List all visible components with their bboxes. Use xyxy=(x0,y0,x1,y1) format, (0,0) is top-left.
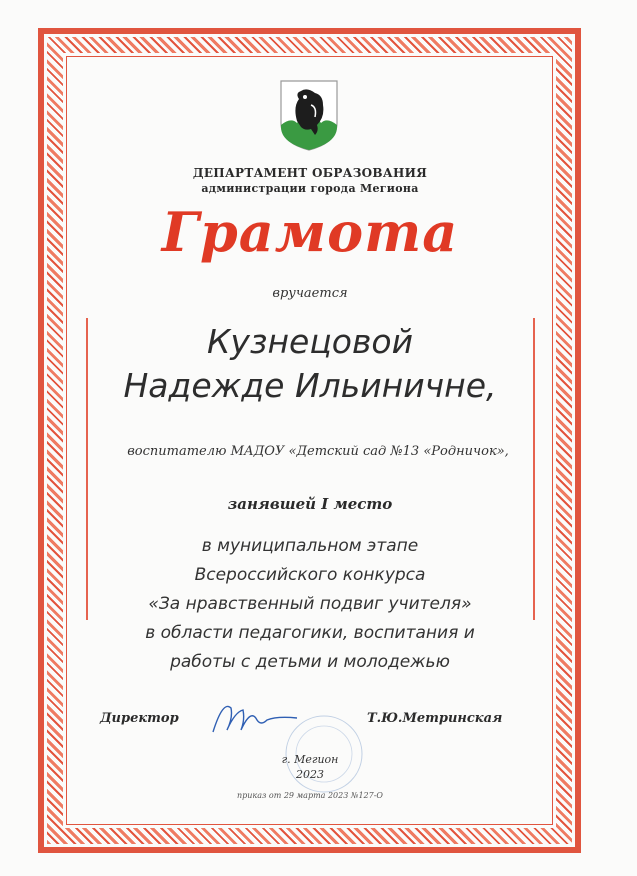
order-reference: приказ от 29 марта 2023 №127-О xyxy=(237,791,383,800)
signatory-name: Т.Ю.Метринская xyxy=(367,711,503,726)
department-heading xyxy=(100,165,520,197)
recipient-surname: Кузнецовой xyxy=(206,322,414,361)
reason-line: в области педагогики, воспитания и xyxy=(145,623,475,643)
signature-icon xyxy=(205,690,325,740)
left-decorative-line xyxy=(86,318,88,620)
reason-line: работы с детьми и молодежью xyxy=(170,652,450,672)
reason-line: в муниципальном этапе xyxy=(201,536,419,556)
reason-line: Всероссийского конкурса xyxy=(194,565,426,585)
recipient-name xyxy=(90,320,530,408)
signatory-role: Директор xyxy=(100,711,179,726)
city-name: г. Мегион xyxy=(281,753,339,766)
award-reason xyxy=(100,532,520,677)
place-and-year xyxy=(250,752,370,782)
department-name: ДЕПАРТАМЕНТ ОБРАЗОВАНИЯ xyxy=(192,166,428,180)
awarded-label: вручается xyxy=(272,286,348,301)
reason-line: «За нравственный подвиг учителя» xyxy=(148,594,472,614)
department-administration: администрации города Мегиона xyxy=(201,182,419,195)
recipient-name-patronymic: Надежде Ильиничне, xyxy=(123,366,497,405)
certificate-title: Грамота xyxy=(161,200,459,264)
recipient-position: воспитателю МАДОУ «Детский сад №13 «Родничок», xyxy=(127,444,509,459)
year: 2023 xyxy=(296,768,324,781)
right-decorative-line xyxy=(533,318,535,620)
place-awarded: занявшей I место xyxy=(227,495,393,513)
coat-of-arms-icon xyxy=(271,77,347,153)
